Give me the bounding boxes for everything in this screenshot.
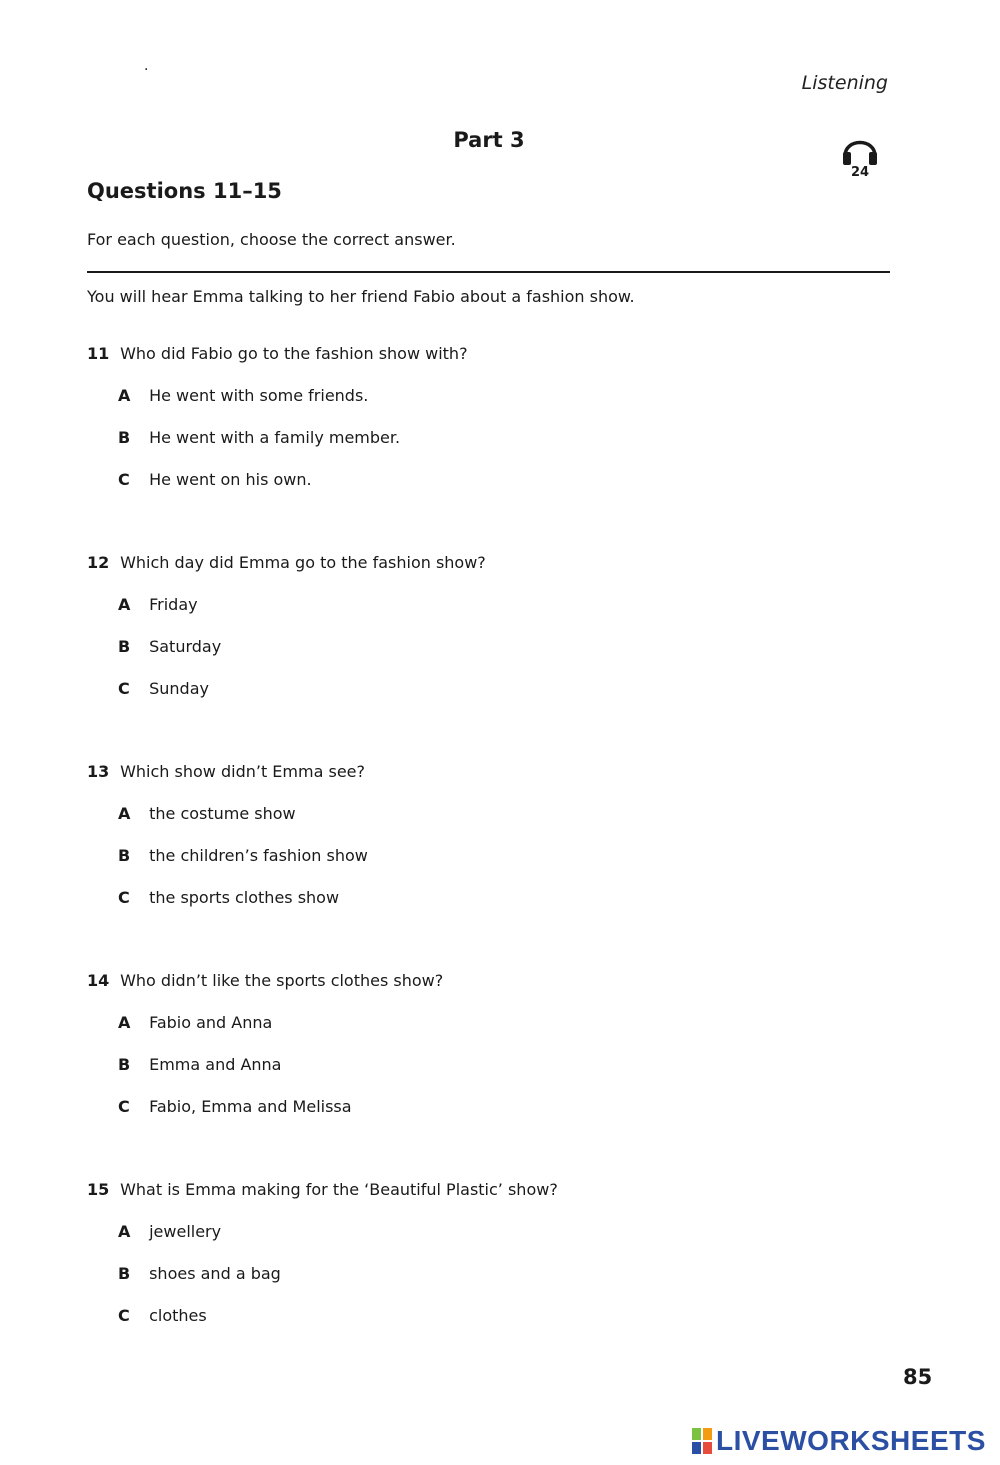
question-12 bbox=[87, 553, 486, 572]
option-13-b[interactable] bbox=[118, 846, 368, 865]
logo-text: LIVEWORKSHEETS bbox=[716, 1425, 986, 1456]
option-11-a[interactable] bbox=[118, 386, 368, 405]
questions-title: Questions 11–15 bbox=[87, 179, 282, 203]
option-12-c[interactable] bbox=[118, 679, 209, 698]
option-letter: B bbox=[118, 1055, 131, 1074]
track-number: 24 bbox=[850, 165, 870, 180]
question-text: Which show didn’t Emma see? bbox=[120, 762, 365, 781]
option-text: Emma and Anna bbox=[149, 1055, 282, 1074]
option-letter: A bbox=[118, 1222, 131, 1241]
option-letter: B bbox=[118, 637, 131, 656]
option-12-b[interactable] bbox=[118, 637, 221, 656]
part-title: Part 3 bbox=[453, 128, 525, 152]
option-text: He went with some friends. bbox=[149, 386, 369, 405]
option-text: jewellery bbox=[149, 1222, 222, 1241]
option-14-c[interactable] bbox=[118, 1097, 352, 1116]
option-letter: C bbox=[118, 679, 130, 698]
divider bbox=[87, 271, 890, 273]
option-letter: B bbox=[118, 1264, 131, 1283]
option-text: He went with a family member. bbox=[149, 428, 401, 447]
option-letter: A bbox=[118, 1013, 131, 1032]
question-number: 14 bbox=[87, 971, 110, 990]
option-12-a[interactable] bbox=[118, 595, 198, 614]
option-text: shoes and a bag bbox=[149, 1264, 281, 1283]
option-15-c[interactable] bbox=[118, 1306, 207, 1325]
liveworksheets-logo bbox=[692, 1424, 986, 1458]
section-label: Listening bbox=[801, 72, 888, 94]
option-15-a[interactable] bbox=[118, 1222, 221, 1241]
question-number: 15 bbox=[87, 1180, 110, 1199]
question-14 bbox=[87, 971, 443, 990]
question-11 bbox=[87, 344, 468, 363]
option-letter: C bbox=[118, 1306, 130, 1325]
option-letter: C bbox=[118, 888, 130, 907]
option-letter: A bbox=[118, 804, 131, 823]
option-11-b[interactable] bbox=[118, 428, 400, 447]
option-text: the children’s fashion show bbox=[149, 846, 368, 865]
option-15-b[interactable] bbox=[118, 1264, 281, 1283]
option-text: Fabio, Emma and Melissa bbox=[149, 1097, 352, 1116]
option-text: Saturday bbox=[149, 637, 222, 656]
context-text: You will hear Emma talking to her friend Fabio about a fashion show. bbox=[87, 287, 635, 306]
option-14-a[interactable] bbox=[118, 1013, 272, 1032]
option-text: clothes bbox=[149, 1306, 207, 1325]
question-13 bbox=[87, 762, 365, 781]
option-letter: A bbox=[118, 386, 131, 405]
option-letter: B bbox=[118, 428, 131, 447]
question-number: 11 bbox=[87, 344, 110, 363]
option-text: Sunday bbox=[149, 679, 209, 698]
option-text: Friday bbox=[149, 595, 198, 614]
page-number: 85 bbox=[903, 1365, 933, 1389]
logo-mark-icon bbox=[692, 1428, 712, 1454]
question-text: Who did Fabio go to the fashion show with? bbox=[120, 344, 468, 363]
instruction-text: For each question, choose the correct answer. bbox=[87, 230, 456, 249]
option-letter: B bbox=[118, 846, 131, 865]
option-letter: A bbox=[118, 595, 131, 614]
option-13-a[interactable] bbox=[118, 804, 296, 823]
option-13-c[interactable] bbox=[118, 888, 339, 907]
option-letter: C bbox=[118, 470, 130, 489]
question-15 bbox=[87, 1180, 558, 1199]
option-text: the sports clothes show bbox=[149, 888, 340, 907]
question-text: What is Emma making for the ‘Beautiful Plastic’ show? bbox=[120, 1180, 558, 1199]
question-text: Who didn’t like the sports clothes show? bbox=[120, 971, 444, 990]
option-11-c[interactable] bbox=[118, 470, 312, 489]
option-text: the costume show bbox=[149, 804, 296, 823]
question-number: 12 bbox=[87, 553, 110, 572]
option-text: He went on his own. bbox=[149, 470, 312, 489]
question-number: 13 bbox=[87, 762, 110, 781]
option-14-b[interactable] bbox=[118, 1055, 281, 1074]
stray-mark: . bbox=[144, 58, 149, 74]
option-text: Fabio and Anna bbox=[149, 1013, 273, 1032]
question-text: Which day did Emma go to the fashion show? bbox=[120, 553, 486, 572]
option-letter: C bbox=[118, 1097, 130, 1116]
